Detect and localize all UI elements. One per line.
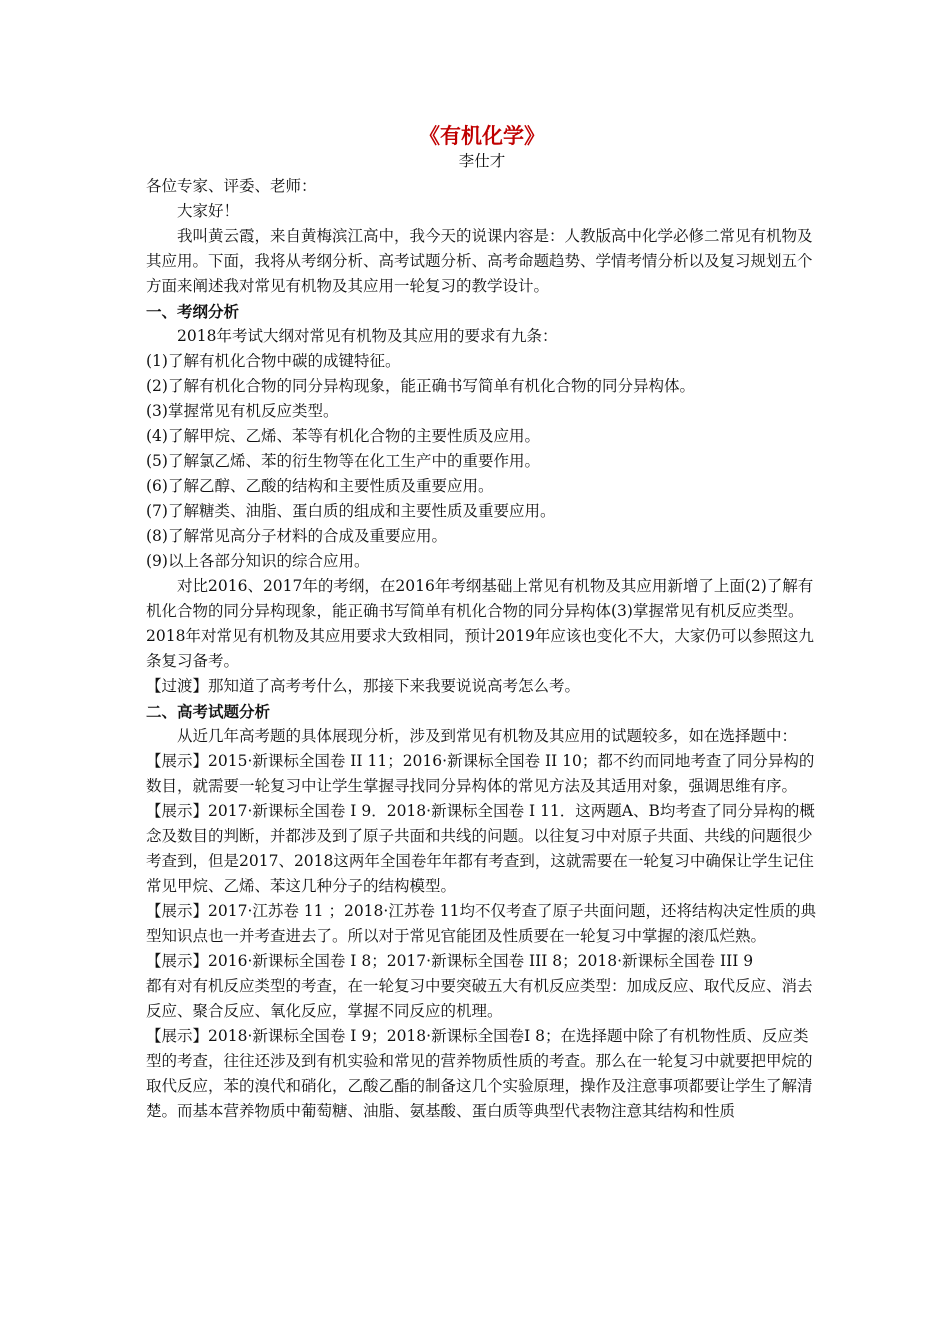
intro-paragraph: 我叫黄云霞，来自黄梅滨江高中，我今天的说课内容是：人教版高中化学必修二常见有机物及其应用。下面，我将从考纲分析、高考试题分析、高考命题趋势、学情考情分析以及复习规划五个方面来阐述我对常见有机物及其应用一轮复习的教学设计。: [146, 227, 813, 295]
document-title: 《有机化学》: [419, 123, 545, 148]
syllabus-item: (7)了解糖类、油脂、蛋白质的组成和主要性质及重要应用。: [146, 502, 556, 520]
syllabus-lead: 2018年考试大纲对常见有机物及其应用的要求有九条：: [177, 327, 558, 345]
syllabus-comparison: 对比2016、2017年的考纲，在2016年考纲基础上常见有机物及其应用新增了上面(2)了解有机化合物的同分异构现象，能正确书写简单有机化合物的同分异构体(3)掌握常见有机反应类型。2018年对常见有机物及其应用要求大致相同，预计2019年应该也变化不大，大家仍可以参照这九条复习备考。: [146, 577, 814, 670]
syllabus-item: (5)了解氯乙烯、苯的衍生物等在化工生产中的重要作用。: [146, 452, 540, 470]
greeting: 各位专家、评委、老师：: [146, 177, 317, 195]
exam-paragraph: 从近几年高考题的具体展现分析，涉及到常见有机物及其应用的试题较多，如在选择题中：【展示】2015·新课标全国卷 II 11；2016·新课标全国卷 II 10；都不约而同地考查了同分异构的数目，就需要一轮复习中让学生掌握寻找同分异构体的常见方法及其适用对象，强调思维有序。: [146, 727, 815, 795]
exam-paragraph: 【展示】2017·江苏卷 11 ；2018·江苏卷 11均不仅考查了原子共面问题，还将结构决定性质的典型知识点也一并考查进去了。所以对于常见官能团及性质要在一轮复习中掌握的滚瓜烂熟。: [146, 902, 816, 945]
syllabus-item: (4)了解甲烷、乙烯、苯等有机化合物的主要性质及应用。: [146, 427, 540, 445]
syllabus-item: (2)了解有机化合物的同分异构现象，能正确书写简单有机化合物的同分异构体。: [146, 377, 695, 395]
syllabus-item: (1)了解有机化合物中碳的成键特征。: [146, 352, 401, 370]
exam-paragraph: 【展示】2017·新课标全国卷 I 9．2018·新课标全国卷 I 11．这两题A、B均考查了同分异构的概念及数目的判断，并都涉及到了原子共面和共线的问题。以往复习中对原子共面、共线的问题很少考查到，但是2017、2018这两年全国卷年年都有考查到，这就需要在一轮复习中确保让学生记住常见甲烷、乙烯、苯这几种分子的结构模型。: [146, 802, 815, 895]
section-heading-syllabus: 一、考纲分析: [146, 302, 240, 321]
exam-paragraph: 都有对有机反应类型的考查，在一轮复习中要突破五大有机反应类型：加成反应、取代反应、消去反应、聚合反应、氧化反应，掌握不同反应的机理。: [146, 977, 813, 1020]
syllabus-item: (3)掌握常见有机反应类型。: [146, 402, 339, 420]
section-heading-exam-analysis: 二、高考试题分析: [146, 702, 271, 721]
exam-paragraph: 【展示】2018·新课标全国卷 I 9；2018·新课标全国卷I 8；在选择题中除了有机物性质、反应类型的考查，往往还涉及到有机实验和常见的营养物质性质的考查。那么在一轮复习中就要把甲烷的取代反应，苯的溴代和硝化，乙酸乙酯的制备这几个实验原理，操作及注意事项都要让学生了解清楚。而基本营养物质中葡萄糖、油脂、氨基酸、蛋白质等典型代表物注意其结构和性质: [146, 1027, 813, 1120]
document-page: [146, 122, 818, 1124]
syllabus-item: (8)了解常见高分子材料的合成及重要应用。: [146, 527, 447, 545]
syllabus-item: (9)以上各部分知识的综合应用。: [146, 552, 370, 570]
exam-paragraph: 【展示】2016·新课标全国卷 I 8；2017·新课标全国卷 III 8；2018·新课标全国卷 III 9: [146, 952, 754, 970]
transition-line: 【过渡】那知道了高考考什么，那接下来我要说说高考怎么考。: [146, 677, 581, 695]
author-name: 李仕才: [458, 152, 506, 170]
hello-line: 大家好！: [177, 202, 240, 220]
syllabus-item: (6)了解乙醇、乙酸的结构和主要性质及重要应用。: [146, 477, 494, 495]
